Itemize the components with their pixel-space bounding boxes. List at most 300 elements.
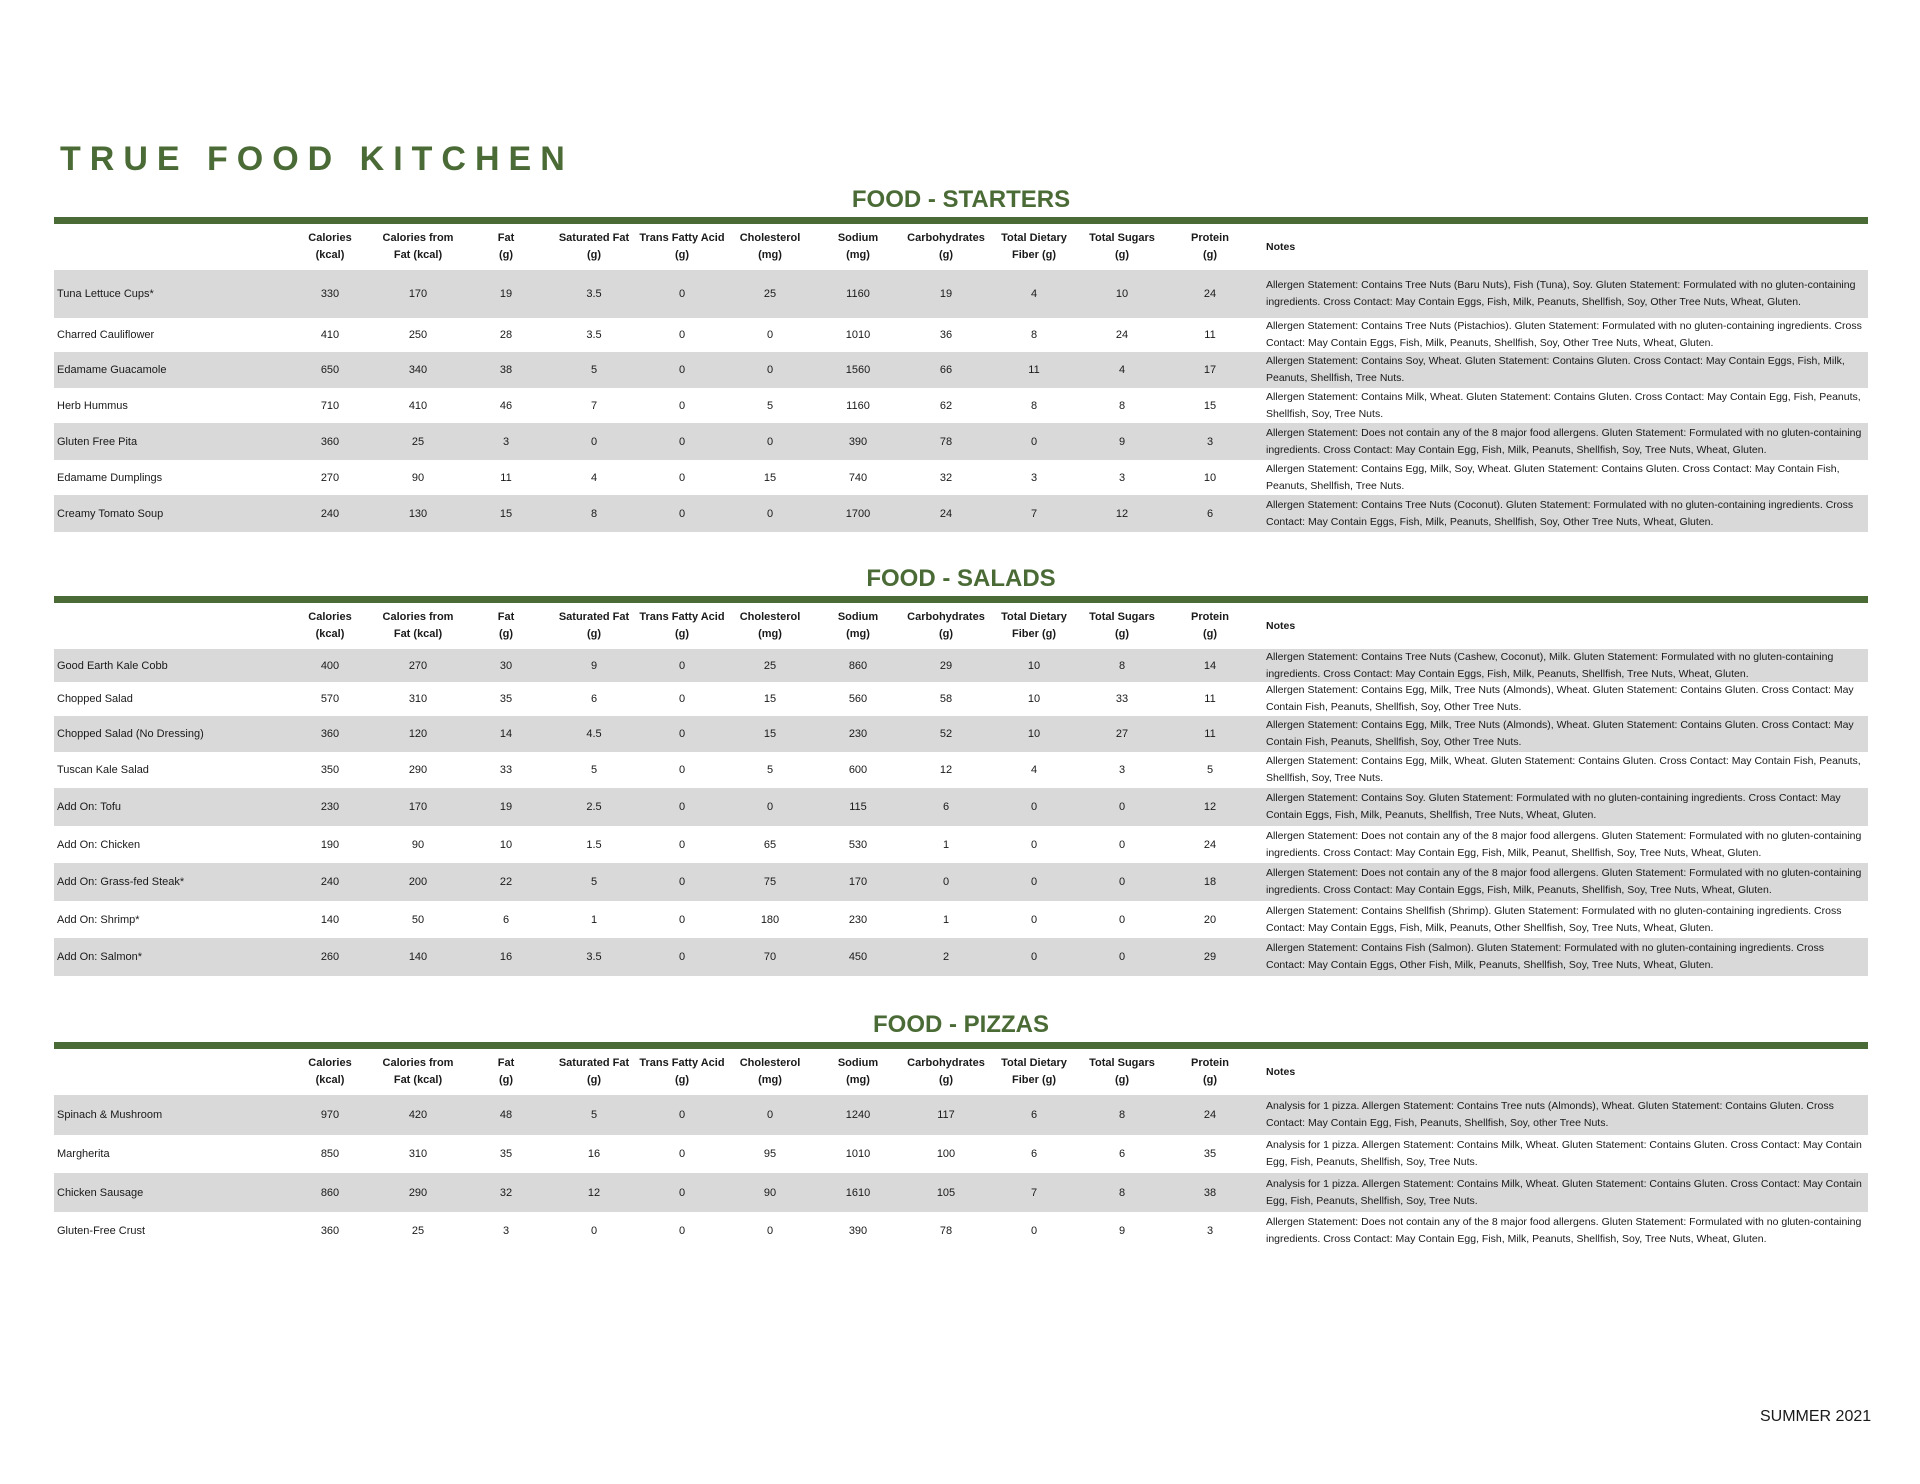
nutrition-value: 30	[499, 659, 513, 672]
nutrition-value: 50	[411, 913, 425, 926]
nutrition-value: 3.5	[586, 288, 602, 300]
nutrition-value: 22	[499, 876, 513, 888]
nutrition-value: 230	[848, 913, 868, 926]
nutrition-value: 0	[1030, 876, 1038, 888]
column-header: Carbohydrates (g)	[907, 611, 985, 640]
nutrition-value: 5	[1206, 764, 1214, 776]
menu-section	[54, 1008, 1868, 1249]
nutrition-value: 12	[587, 1186, 601, 1199]
nutrition-value: 410	[408, 399, 428, 412]
column-header: Cholesterol (mg)	[739, 1057, 801, 1086]
nutrition-value: 10	[1115, 288, 1129, 300]
allergen-notes: Allergen Statement: Does not contain any of the 8 major food allergens. Gluten Statement: Formulated with no gluten-containing ingredients. Cross Contact: May Contain Eggs, Fish, Milk, Peanuts, Shellfish, Soy, Tree Nuts, Wheat, Gluten.	[1266, 867, 1862, 896]
nutrition-value: 0	[678, 1186, 686, 1199]
nutrition-value: 6	[1030, 1148, 1038, 1160]
table-row	[54, 826, 1868, 863]
nutrition-value: 6	[1030, 1109, 1038, 1121]
nutrition-value: 340	[408, 364, 428, 376]
nutrition-value: 5	[590, 364, 598, 376]
nutrition-value: 970	[320, 1109, 340, 1121]
item-name: Add On: Tofu	[57, 801, 122, 813]
nutrition-value: 0	[766, 435, 774, 448]
nutrition-value: 390	[848, 435, 868, 448]
nutrition-value: 25	[763, 659, 777, 672]
item-name: Edamame Guacamole	[57, 364, 167, 376]
nutrition-value: 8	[1118, 1186, 1126, 1199]
column-header: Sodium (mg)	[837, 611, 879, 640]
nutrition-value: 24	[939, 507, 953, 520]
nutrition-value: 5	[590, 876, 598, 888]
nutrition-value: 11	[1204, 329, 1216, 341]
nutrition-value: 450	[848, 951, 868, 963]
nutrition-value: 90	[411, 471, 425, 484]
item-name: Tuna Lettuce Cups*	[57, 288, 154, 300]
nutrition-value: 25	[763, 288, 777, 300]
nutrition-value: 1	[942, 838, 950, 851]
nutrition-value: 0	[678, 764, 686, 776]
nutrition-value: 270	[320, 471, 340, 484]
nutrition-value: 5	[590, 764, 598, 776]
nutrition-value: 115	[849, 801, 867, 813]
allergen-notes: Allergen Statement: Contains Soy. Gluten Statement: Formulated with no gluten-containing ingredients. Cross Contact: May Contain Eggs, Fish, Milk, Peanuts, Shellfish, Tree Nuts, Wheat, Gluten.	[1266, 792, 1841, 821]
section-title: FOOD - PIZZAS	[873, 1011, 1049, 1038]
nutrition-value: 90	[763, 1186, 777, 1199]
nutrition-value: 0	[678, 435, 686, 448]
allergen-notes: Allergen Statement: Contains Tree Nuts (Baru Nuts), Fish (Tuna), Soy. Gluten Statement: Formulated with no gluten-containing ingredients. Cross Contact: May Contain Eggs, Fish, Milk, Peanuts, Shellfish, Soy, Other Tree Nuts, Wheat, Gluten.	[1266, 279, 1856, 308]
nutrition-value: 6	[1118, 1148, 1126, 1160]
nutrition-value: 360	[320, 728, 340, 740]
nutrition-value: 170	[408, 288, 428, 300]
item-name: Add On: Salmon*	[57, 951, 142, 963]
allergen-notes: Allergen Statement: Does not contain any of the 8 major food allergens. Gluten Statement: Formulated with no gluten-containing ingredients. Cross Contact: May Contain Egg, Fish, Milk, Peanut, Shellfish, Soy, Tree Nuts, Wheat, Gluten.	[1266, 829, 1862, 859]
column-header: Total Dietary Fiber (g)	[1001, 232, 1067, 261]
nutrition-value: 3	[1118, 764, 1126, 776]
nutrition-value: 1	[590, 913, 598, 926]
nutrition-value: 10	[1027, 659, 1041, 672]
item-name: Chopped Salad	[57, 693, 133, 705]
nutrition-value: 24	[1203, 1109, 1217, 1121]
nutrition-value: 290	[408, 764, 428, 776]
table-row	[54, 649, 1868, 682]
nutrition-value: 36	[939, 329, 953, 341]
nutrition-value: 3.5	[586, 329, 602, 341]
item-name: Gluten Free Pita	[57, 435, 138, 448]
item-name: Good Earth Kale Cobb	[57, 659, 168, 672]
nutrition-value: 3	[1030, 471, 1038, 484]
nutrition-value: 15	[763, 471, 777, 484]
nutrition-value: 0	[1118, 951, 1126, 963]
nutrition-value: 0	[1118, 838, 1126, 851]
nutrition-value: 710	[320, 399, 340, 412]
nutrition-value: 0	[1030, 951, 1038, 963]
item-name: Tuscan Kale Salad	[57, 764, 149, 776]
nutrition-value: 1610	[845, 1186, 871, 1199]
nutrition-value: 10	[1203, 471, 1217, 484]
column-header: Sodium (mg)	[837, 232, 879, 261]
nutrition-value: 75	[763, 876, 777, 888]
column-header: Protein (g)	[1191, 611, 1229, 640]
nutrition-value: 5	[766, 764, 774, 776]
nutrition-value: 105	[936, 1186, 956, 1199]
nutrition-value: 0	[1030, 838, 1038, 851]
nutrition-value: 11	[1028, 364, 1040, 376]
section-divider	[54, 1042, 1868, 1049]
nutrition-value: 200	[408, 876, 428, 888]
nutrition-value: 1160	[846, 399, 870, 412]
nutrition-value: 1240	[845, 1109, 871, 1121]
nutrition-value: 0	[678, 507, 686, 520]
season-label: SUMMER 2021	[1760, 1408, 1872, 1425]
nutrition-value: 1160	[846, 288, 870, 300]
section-title: FOOD - SALADS	[866, 565, 1056, 592]
allergen-notes: Allergen Statement: Contains Shellfish (Shrimp). Gluten Statement: Formulated with no gluten-containing ingredients. Cross Contact: May Contain Eggs, Fish, Milk, Peanuts, Other Shellfish, Soy, Tree Nuts, Wheat, Gluten.	[1266, 904, 1842, 934]
nutrition-value: 2.5	[586, 801, 602, 813]
nutrition-value: 400	[320, 659, 340, 672]
allergen-notes: Allergen Statement: Contains Tree Nuts (Pistachios). Gluten Statement: Formulated with no gluten-containing ingredients. Cross Contact: May Contain Eggs, Fish, Milk, Peanuts, Shellfish, Soy, Other Tree Nuts, Wheat, Gluten.	[1266, 320, 1862, 349]
nutrition-value: 0	[678, 838, 686, 851]
nutrition-value: 100	[936, 1148, 956, 1160]
nutrition-value: 6	[1206, 507, 1214, 520]
nutrition-value: 650	[320, 364, 340, 376]
nutrition-value: 15	[763, 728, 777, 740]
nutrition-value: 600	[848, 764, 868, 776]
nutrition-value: 3	[1206, 1224, 1214, 1237]
nutrition-value: 7	[590, 399, 598, 412]
nutrition-value: 6	[942, 801, 950, 813]
nutrition-value: 0	[678, 659, 686, 672]
nutrition-value: 33	[1115, 693, 1129, 705]
nutrition-value: 330	[320, 288, 340, 300]
nutrition-value: 120	[408, 728, 428, 740]
nutrition-value: 290	[408, 1186, 428, 1199]
nutrition-value: 3	[502, 435, 510, 448]
nutrition-value: 8	[1030, 399, 1038, 412]
column-header-notes: Notes	[1266, 240, 1296, 253]
nutrition-value: 8	[1030, 329, 1038, 341]
nutrition-value: 1	[942, 913, 950, 926]
column-header: Total Dietary Fiber (g)	[1001, 611, 1067, 640]
nutrition-value: 170	[848, 876, 868, 888]
table-row	[54, 270, 1868, 318]
nutrition-value: 3	[502, 1224, 510, 1237]
nutrition-value: 35	[1203, 1148, 1217, 1160]
table-row	[54, 423, 1868, 460]
item-name: Charred Cauliflower	[57, 329, 155, 341]
nutrition-value: 570	[320, 693, 340, 705]
table-row	[54, 938, 1868, 976]
nutrition-value: 52	[939, 728, 953, 740]
nutrition-value: 8	[1118, 399, 1126, 412]
column-header: Sodium (mg)	[837, 1057, 879, 1086]
nutrition-value: 19	[939, 288, 953, 300]
nutrition-value: 0	[766, 364, 774, 376]
nutrition-value: 350	[320, 764, 340, 776]
table-row	[54, 752, 1868, 788]
nutrition-value: 560	[848, 693, 868, 705]
table-row	[54, 788, 1868, 826]
nutrition-value: 25	[411, 1224, 425, 1237]
nutrition-value: 360	[320, 435, 340, 448]
nutrition-value: 0	[678, 801, 686, 813]
nutrition-value: 9	[590, 659, 598, 672]
nutrition-value: 12	[1115, 507, 1129, 520]
nutrition-value: 24	[1115, 329, 1129, 341]
nutrition-value: 32	[939, 471, 953, 484]
nutrition-value: 11	[1204, 693, 1216, 705]
table-row	[54, 1135, 1868, 1173]
column-header: Calories from Fat (kcal)	[382, 232, 454, 261]
nutrition-value: 28	[499, 329, 513, 341]
nutrition-value: 15	[499, 507, 513, 520]
nutrition-value: 29	[939, 659, 953, 672]
nutrition-value: 5	[590, 1109, 598, 1121]
allergen-notes: Allergen Statement: Does not contain any of the 8 major food allergens. Gluten Statement: Formulated with no gluten-containing ingredients. Cross Contact: May Contain Egg, Fish, Milk, Peanuts, Shellfish, Soy, Tree Nuts, Wheat, Gluten.	[1266, 1215, 1862, 1245]
brand-logo-text: TRUE FOOD KITCHEN	[60, 140, 574, 178]
nutrition-value: 32	[499, 1186, 513, 1199]
nutrition-value: 12	[1203, 801, 1217, 813]
nutrition-value: 8	[1118, 659, 1126, 672]
nutrition-value: 6	[502, 913, 510, 926]
nutrition-value: 270	[408, 659, 428, 672]
nutrition-value: 310	[408, 1148, 428, 1160]
nutrition-value: 29	[1203, 951, 1217, 963]
table-row	[54, 901, 1868, 938]
column-header: Carbohydrates (g)	[907, 232, 985, 261]
nutrition-value: 38	[499, 364, 513, 376]
column-header: Total Sugars (g)	[1089, 232, 1155, 261]
allergen-notes: Analysis for 1 pizza. Allergen Statement: Contains Milk, Wheat. Gluten Statement: Contains Gluten. Cross Contact: May Contain Egg, Fish, Peanuts, Shellfish, Soy, Tree Nuts.	[1266, 1139, 1862, 1168]
nutrition-value: 78	[939, 435, 953, 448]
section-divider	[54, 217, 1868, 224]
column-header: Calories (kcal)	[308, 1057, 352, 1086]
item-name: Edamame Dumplings	[57, 471, 163, 484]
allergen-notes: Allergen Statement: Contains Egg, Milk, Tree Nuts (Almonds), Wheat. Gluten Statement: Contains Gluten. Cross Contact: May Contain Fish, Peanuts, Shellfish, Soy, Other Tree Nuts.	[1266, 719, 1854, 748]
nutrition-value: 860	[848, 659, 868, 672]
nutrition-value: 0	[766, 801, 774, 813]
nutrition-value: 0	[678, 1148, 686, 1160]
nutrition-value: 17	[1203, 364, 1217, 376]
nutrition-value: 170	[408, 801, 428, 813]
allergen-notes: Allergen Statement: Contains Tree Nuts (Coconut). Gluten Statement: Formulated with no gluten-containing ingredients. Cross Contact: May Contain Eggs, Fish, Milk, Peanuts, Shellfish, Soy, Other Tree Nuts, Wheat, Gluten.	[1266, 498, 1854, 528]
allergen-notes: Allergen Statement: Contains Milk, Wheat. Gluten Statement: Contains Gluten. Cross Contact: May Contain Egg, Fish, Peanuts, Shellfish, Soy, Tree Nuts.	[1266, 390, 1861, 420]
menu-section	[54, 562, 1868, 976]
nutrition-value: 3.5	[586, 951, 602, 963]
table-row	[54, 1095, 1868, 1135]
item-name: Herb Hummus	[57, 399, 128, 412]
nutrition-value: 530	[848, 838, 868, 851]
nutrition-value: 140	[408, 951, 428, 963]
nutrition-value: 0	[766, 507, 774, 520]
nutrition-value: 240	[320, 876, 340, 888]
nutrition-value: 1.5	[586, 838, 602, 851]
column-header: Calories from Fat (kcal)	[382, 611, 454, 640]
nutrition-value: 3	[1206, 435, 1214, 448]
column-header-notes: Notes	[1266, 1065, 1296, 1078]
column-header: Fat (g)	[497, 611, 515, 640]
nutrition-value: 10	[1027, 728, 1041, 740]
nutrition-value: 8	[590, 507, 598, 520]
column-header: Fat (g)	[497, 232, 515, 261]
item-name: Add On: Grass-fed Steak*	[57, 876, 185, 888]
nutrition-value: 0	[678, 876, 686, 888]
section-title: FOOD - STARTERS	[851, 186, 1071, 213]
column-header: Calories (kcal)	[308, 611, 352, 640]
nutrition-value: 0	[1118, 801, 1126, 813]
nutrition-value: 24	[1203, 838, 1217, 851]
column-header: Protein (g)	[1191, 232, 1229, 261]
allergen-notes: Allergen Statement: Contains Soy, Wheat. Gluten Statement: Contains Gluten. Cross Contact: May Contain Eggs, Fish, Milk, Peanuts, Shellfish, Tree Nuts.	[1266, 355, 1845, 384]
nutrition-value: 0	[1030, 801, 1038, 813]
nutrition-value: 0	[1118, 913, 1126, 926]
nutrition-value: 20	[1203, 913, 1217, 926]
nutrition-value: 95	[763, 1148, 777, 1160]
column-header: Total Sugars (g)	[1089, 1057, 1155, 1086]
nutrition-value: 14	[1203, 659, 1217, 672]
table-row	[54, 863, 1868, 901]
nutrition-value: 4	[1030, 764, 1038, 776]
nutrition-value: 38	[1203, 1186, 1217, 1199]
nutrition-value: 0	[678, 1109, 686, 1121]
column-header: Protein (g)	[1191, 1057, 1229, 1086]
nutrition-value: 0	[590, 1224, 598, 1237]
nutrition-value: 19	[499, 801, 513, 813]
nutrition-value: 66	[939, 364, 953, 376]
nutrition-value: 180	[760, 913, 780, 926]
nutrition-value: 58	[939, 693, 953, 705]
nutrition-value: 11	[500, 471, 512, 484]
nutrition-value: 0	[1118, 876, 1126, 888]
allergen-notes: Analysis for 1 pizza. Allergen Statement: Contains Milk, Wheat. Gluten Statement: Contains Gluten. Cross Contact: May Contain Egg, Fish, Peanuts, Shellfish, Soy, Tree Nuts.	[1266, 1177, 1862, 1207]
nutrition-value: 3	[1118, 471, 1126, 484]
column-header: Saturated Fat (g)	[558, 611, 630, 640]
nutrition-value: 740	[848, 471, 868, 484]
nutrition-value: 0	[678, 288, 686, 300]
item-name: Chopped Salad (No Dressing)	[57, 728, 204, 740]
table-header	[54, 224, 1868, 270]
nutrition-value: 0	[678, 364, 686, 376]
nutrition-value: 5	[766, 399, 774, 412]
item-name: Gluten-Free Crust	[57, 1224, 146, 1237]
nutrition-value: 130	[408, 507, 428, 520]
nutrition-value: 9	[1118, 435, 1126, 448]
column-header: Calories from Fat (kcal)	[382, 1057, 454, 1086]
nutrition-value: 90	[411, 838, 425, 851]
nutrition-value: 6	[590, 693, 598, 705]
table-row	[54, 495, 1868, 532]
item-name: Add On: Shrimp*	[57, 913, 140, 926]
nutrition-value: 1700	[845, 507, 871, 520]
nutrition-value: 0	[678, 728, 686, 740]
column-header: Total Dietary Fiber (g)	[1001, 1057, 1067, 1086]
nutrition-value: 11	[1204, 728, 1216, 740]
nutrition-value: 230	[320, 801, 340, 813]
nutrition-value: 0	[678, 951, 686, 963]
table-row	[54, 388, 1868, 423]
nutrition-value: 65	[763, 838, 777, 851]
nutrition-value: 10	[499, 838, 513, 851]
nutrition-value: 35	[499, 1148, 513, 1160]
nutrition-value: 12	[939, 764, 953, 776]
nutrition-value: 0	[1030, 1224, 1038, 1237]
nutrition-value: 260	[320, 951, 340, 963]
nutrition-value: 0	[766, 329, 774, 341]
nutrition-value: 0	[678, 693, 686, 705]
nutrition-value: 33	[499, 764, 513, 776]
nutrition-value: 0	[678, 399, 686, 412]
allergen-notes: Allergen Statement: Does not contain any of the 8 major food allergens. Gluten Statement: Formulated with no gluten-containing ingredients. Cross Contact: May Contain Egg, Fish, Milk, Peanuts, Shellfish, Soy, Tree Nuts, Wheat, Gluten.	[1266, 426, 1862, 456]
nutrition-value: 16	[499, 951, 513, 963]
nutrition-value: 9	[1118, 1224, 1126, 1237]
nutrition-value: 2	[942, 951, 950, 963]
item-name: Margherita	[57, 1148, 110, 1160]
item-name: Spinach & Mushroom	[57, 1109, 163, 1121]
nutrition-value: 19	[499, 288, 513, 300]
nutrition-value: 4	[1118, 364, 1126, 376]
nutrition-value: 0	[678, 471, 686, 484]
nutrition-value: 117	[937, 1109, 955, 1121]
nutrition-value: 0	[590, 435, 598, 448]
nutrition-value: 250	[408, 329, 428, 341]
column-header: Calories (kcal)	[308, 232, 352, 261]
nutrition-value: 0	[678, 913, 686, 926]
table-row	[54, 352, 1868, 388]
allergen-notes: Allergen Statement: Contains Egg, Milk, Tree Nuts (Almonds), Wheat. Gluten Statement: Contains Gluten. Cross Contact: May Contain Fish, Peanuts, Shellfish, Soy, Other Tree Nuts.	[1266, 684, 1854, 713]
nutrition-value: 850	[320, 1148, 340, 1160]
nutrition-value: 410	[320, 329, 340, 341]
column-header: Carbohydrates (g)	[907, 1057, 985, 1086]
table-row	[54, 716, 1868, 752]
nutrition-value: 46	[499, 399, 513, 412]
nutrition-value: 25	[411, 435, 425, 448]
nutrition-value: 230	[848, 728, 868, 740]
nutrition-value: 7	[1030, 507, 1038, 520]
nutrition-value: 360	[320, 1224, 340, 1237]
allergen-notes: Allergen Statement: Contains Egg, Milk, Wheat. Gluten Statement: Contains Gluten. Cross Contact: May Contain Fish, Peanuts, Shellfish, Soy, Tree Nuts.	[1266, 755, 1861, 784]
nutrition-value: 70	[763, 951, 777, 963]
column-header: Fat (g)	[497, 1057, 515, 1086]
nutrition-value: 4	[590, 471, 598, 484]
nutrition-value: 35	[499, 693, 513, 705]
table-row	[54, 1173, 1868, 1212]
column-header: Saturated Fat (g)	[558, 232, 630, 261]
allergen-notes: Analysis for 1 pizza. Allergen Statement: Contains Tree nuts (Almonds), Wheat. Gluten Statement: Contains Gluten. Cross Contact: May Contain Egg, Fish, Peanuts, Shellfish, Soy, other Tree Nuts.	[1266, 1100, 1834, 1129]
nutrition-value: 0	[1030, 913, 1038, 926]
nutrition-value: 140	[320, 913, 340, 926]
nutrition-value: 0	[1030, 435, 1038, 448]
nutrition-value: 0	[678, 1224, 686, 1237]
nutrition-value: 420	[408, 1109, 428, 1121]
nutrition-value: 1010	[845, 329, 871, 341]
nutrition-value: 240	[320, 507, 340, 520]
allergen-notes: Allergen Statement: Contains Tree Nuts (Cashew, Coconut), Milk. Gluten Statement: Formulated with no gluten-containing ingredients. Cross Contact: May Contain Eggs, Fish, Milk, Peanuts, Shellfish, Tree Nuts, Wheat, Gluten.	[1266, 650, 1834, 680]
column-header: Trans Fatty Acid (g)	[639, 1057, 725, 1086]
nutrition-value: 390	[848, 1224, 868, 1237]
column-header: Saturated Fat (g)	[558, 1057, 630, 1086]
column-header: Trans Fatty Acid (g)	[639, 232, 725, 261]
nutrition-value: 4.5	[586, 728, 602, 740]
table-row	[54, 682, 1868, 716]
table-row	[54, 460, 1868, 495]
nutrition-value: 15	[1203, 399, 1217, 412]
nutrition-value: 190	[320, 838, 340, 851]
table-header	[54, 1049, 1868, 1095]
nutrition-value: 7	[1030, 1186, 1038, 1199]
column-header-notes: Notes	[1266, 619, 1296, 632]
nutrition-value: 16	[587, 1148, 601, 1160]
column-header: Total Sugars (g)	[1089, 611, 1155, 640]
nutrition-value: 18	[1203, 876, 1217, 888]
section-divider	[54, 596, 1868, 603]
